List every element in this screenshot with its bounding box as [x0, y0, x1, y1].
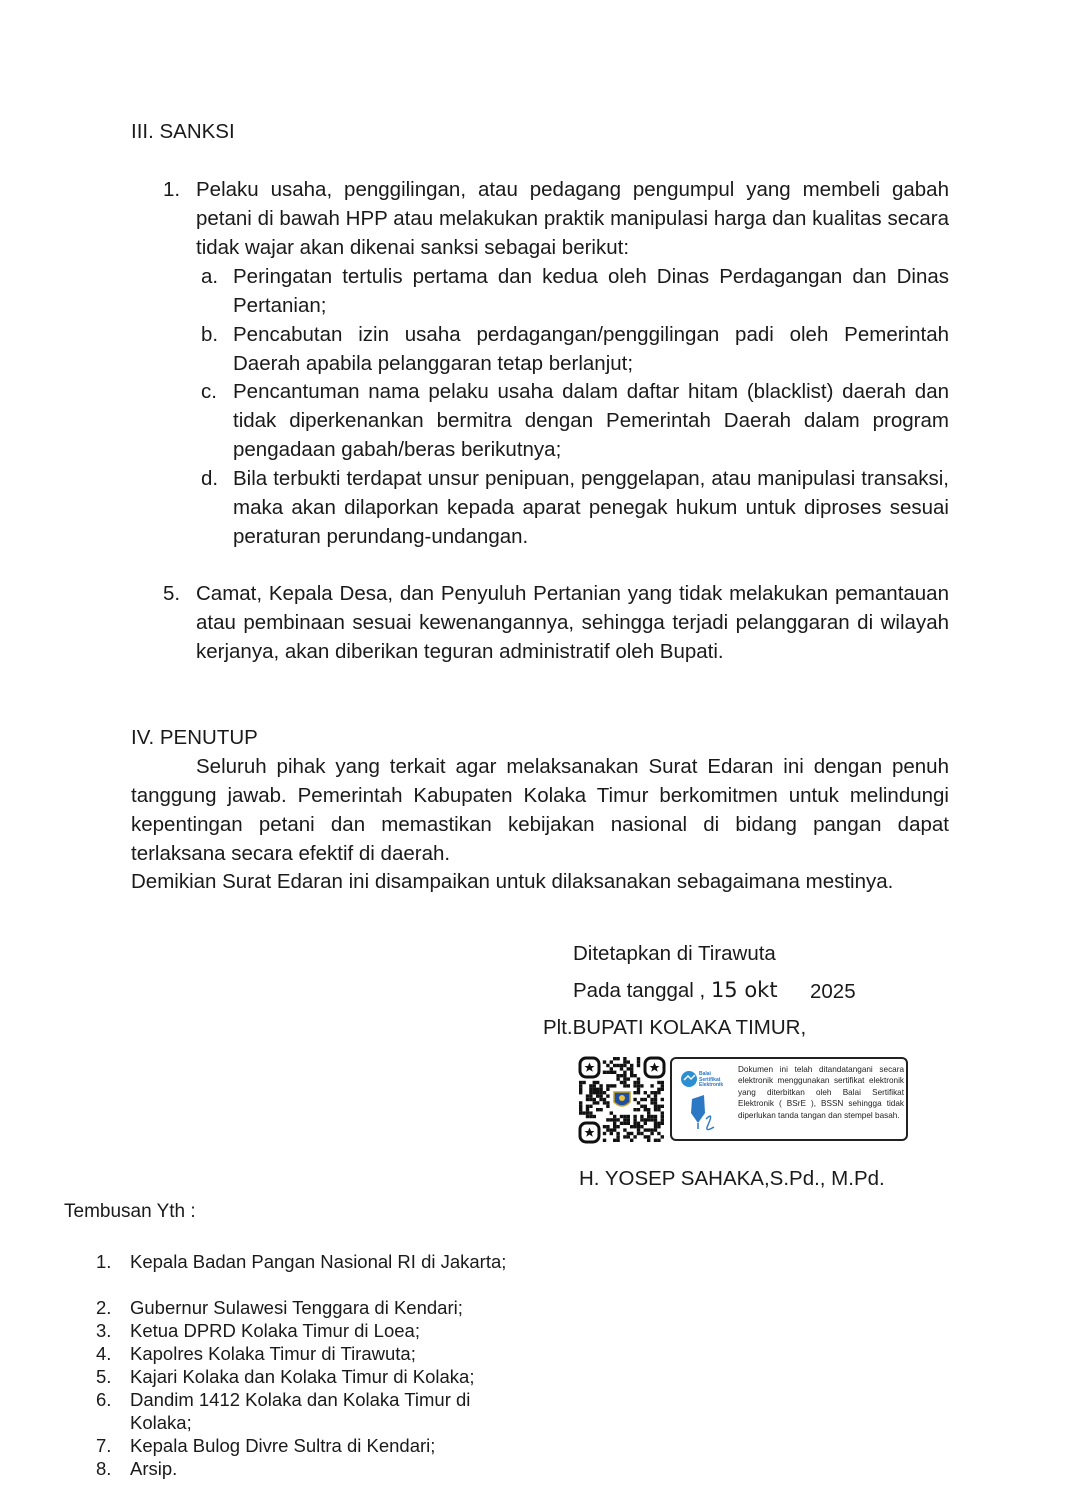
closing-paragraph: Seluruh pihak yang terkait agar melaksanakan Surat Edaran ini dengan penuh tanggung jawab. Pemerintah Kabupaten Kolaka Timur berkomitmen untuk melindungi kepentingan petani dan memastikan kebijakan nasional di bidang pangan dapat terlaksana secara efektif di daerah.: [131, 755, 949, 865]
signature-date-row: [573, 976, 778, 1005]
list-number: 4.: [96, 1343, 112, 1364]
list-item-text: Pelaku usaha, penggilingan, atau pedagang pengumpul yang membeli gabah petani di bawah HPP atau melakukan praktik manipulasi harga dan kualitas secara tidak wajar akan dikenai sanksi sebagai berikut:: [196, 178, 949, 259]
bsre-logo: [678, 1067, 734, 1137]
signature-place: Ditetapkan di Tirawuta: [573, 942, 776, 965]
bsre-logo-text: Balai Sertifikat Elektronik: [699, 1071, 724, 1089]
subitem-text: Peringatan tertulis pertama dan kedua oleh Dinas Perdagangan dan Dinas Pertanian;: [233, 265, 949, 317]
signature-title: Plt.BUPATI KOLAKA TIMUR,: [543, 1016, 807, 1039]
list-number: 7.: [96, 1435, 112, 1456]
subitem-text: Bila terbukti terdapat unsur penipuan, penggelapan, atau manipulasi transaksi, maka akan dilaporkan kepada aparat penegak hukum untuk diproses sesuai peraturan perundang-undangan.: [233, 467, 949, 548]
cc-heading: Tembusan Yth :: [64, 1201, 196, 1222]
list-item-text: Kepala Bulog Divre Sultra di Kendari;: [130, 1435, 436, 1456]
section-heading-penutup: IV. PENUTUP: [131, 726, 258, 749]
list-number: 6.: [96, 1389, 112, 1410]
signatory-name: H. YOSEP SAHAKA,S.Pd., M.Pd.: [579, 1167, 885, 1190]
list-item-text: Ketua DPRD Kolaka Timur di Loea;: [130, 1320, 420, 1341]
e-signature-certificate-box: [670, 1057, 908, 1141]
list-number: 1.: [163, 178, 181, 201]
qr-code: [578, 1056, 666, 1144]
closing-sentence: Demikian Surat Edaran ini disampaikan untuk dilaksanakan sebagaimana mestinya.: [131, 870, 894, 893]
certificate-notice-text: Dokumen ini telah ditandatangani secara elektronik menggunakan sertifikat elektronik yang diterbitkan oleh Balai Sertifikat Elektronik ( BSrE ), BSSN sehingga tidak diperlukan tanda tangan dan stempel basah.: [738, 1065, 904, 1120]
list-letter: a.: [201, 265, 219, 288]
list-letter: c.: [201, 380, 217, 403]
list-letter: b.: [201, 323, 219, 346]
list-number: 5.: [96, 1366, 112, 1387]
list-item-text: Dandim 1412 Kolaka dan Kolaka Timur di Kolaka;: [130, 1389, 471, 1433]
signature-year: 2025: [810, 980, 856, 1003]
list-item-text: Kajari Kolaka dan Kolaka Timur di Kolaka;: [130, 1366, 475, 1387]
subitem-text: Pencantuman nama pelaku usaha dalam daftar hitam (blacklist) daerah dan tidak diperkenankan bermitra dengan Pemerintah Daerah dalam program pengadaan gabah/beras berikutnya;: [233, 380, 949, 461]
list-number: 1.: [96, 1251, 112, 1272]
list-item-text: Gubernur Sulawesi Tenggara di Kendari;: [130, 1297, 463, 1318]
list-number: 2.: [96, 1297, 112, 1318]
list-item-text: Camat, Kepala Desa, dan Penyuluh Pertanian yang tidak melakukan pemantauan atau pembinaan sesuai kewenangannya, sehingga terjadi pelanggaran di wilayah kerjanya, akan diberikan teguran administratif oleh Bupati.: [196, 582, 949, 663]
section-heading-sanksi: III. SANKSI: [131, 120, 235, 143]
list-item-text: Arsip.: [130, 1458, 178, 1479]
subitem-text: Pencabutan izin usaha perdagangan/penggilingan padi oleh Pemerintah Daerah apabila pelanggaran tetap berlanjut;: [233, 323, 949, 375]
list-letter: d.: [201, 467, 219, 490]
date-handwritten: 15 okt: [710, 978, 778, 1002]
list-item-text: Kapolres Kolaka Timur di Tirawuta;: [130, 1343, 416, 1364]
list-number: 5.: [163, 582, 181, 605]
list-item-text: Kepala Badan Pangan Nasional RI di Jakarta;: [130, 1251, 507, 1272]
date-label: Pada tanggal ,: [573, 979, 706, 1002]
list-number: 3.: [96, 1320, 112, 1341]
list-number: 8.: [96, 1458, 112, 1479]
